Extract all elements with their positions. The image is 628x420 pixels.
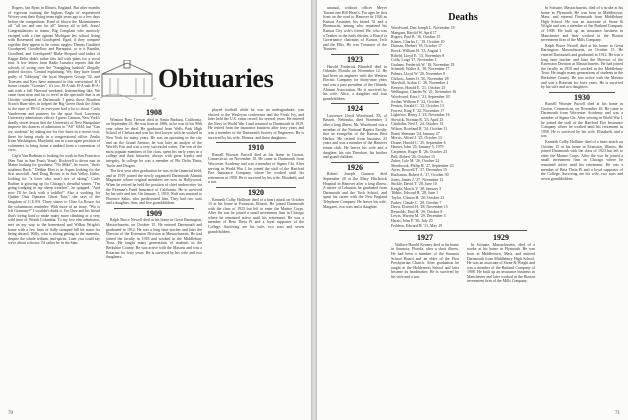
right-page <box>317 0 628 420</box>
deaths-title: Deaths <box>448 12 478 23</box>
class-year-heading: 1920 <box>248 187 264 197</box>
death-entry: Parker, Claude C. '28, October 7 <box>391 200 442 205</box>
obituary-text: Wallace Harold Kenney died at his home in Sarasota, Florida, after a short illness. He had been a member of the Sarasota School Board and an elder of the First Presbyterian Church. After graduation he taught at the Holderness School and later became its headmaster. He is survived by his wife and a son. <box>391 242 459 279</box>
death-entry: Zuker, Lyle M. '26, October 22 <box>391 159 440 164</box>
death-entry: Schmidt, Walter A. '18, November 17 <box>391 67 450 72</box>
class-year-heading: 1927 <box>417 233 433 243</box>
death-entry: Ayres, Roswell T. '27, December 15 <box>391 168 447 173</box>
page-number: 71 <box>615 411 620 416</box>
obituary-text: Ralph Bruce Newell died at his home in Great Barrington, Massachusetts, on October 15. He entered Dartmouth and graduated in 1912. He was a long time teacher and later the Director of the Extension Division at Massachusetts. He had joined the faculty in 1918 and worked in the Middlebury Trust. He taught many generations of students in the Berkshire County. He was active with the Masons and was a Rotarian for forty years. He is survived by his wife and two daughters. <box>106 218 202 260</box>
left-page <box>0 0 311 420</box>
death-entry: Kisner, Charles C. '18, October 10 <box>391 39 445 44</box>
death-entry: Graham, Frederick W. '18, November 18 <box>391 62 455 67</box>
class-year-heading: 1909 <box>146 208 162 218</box>
death-entry: Harris, John P. '30, July 20 <box>391 218 433 223</box>
death-entry: Carpenter, Roger B. '26, October 23 <box>391 150 448 155</box>
death-entry: Bond, Sherman '24, January 27 <box>391 131 440 136</box>
death-entry: Buchanan, Robert A. '27, October 30 <box>391 173 449 177</box>
obituary-text: In Scituate, Massachusetts, died of a stroke at his home in Plymouth. He was born in Middletown, Mass. and entered Dartmouth from Middlebury High School. He was an associate of Stone & Wright and was a member of the Rutland Company of 1908. He built up an insurance business in Manchester and later worked in the Boston investment firm of the Mills Company. <box>541 6 623 43</box>
death-entry: Duncan, Herbert '18, October 17 <box>391 44 442 49</box>
death-entry: Feddern, Edward H. '31, May 19 <box>391 223 443 228</box>
obituaries-banner <box>96 58 306 102</box>
class-year-heading: 1924 <box>347 104 363 114</box>
death-entry: Wellington, Charles W. '21, November 16 <box>391 90 457 95</box>
death-entry: Chilcott, James O. '20, November 28 <box>391 76 449 81</box>
class-year-heading: 1929 <box>493 233 509 243</box>
death-entry: Woodward, Ezra J. '21, September 20 <box>391 94 450 99</box>
death-entry: Tibbits, Edward B. '28, June 1 <box>391 191 439 196</box>
class-notes-text: Rogers, Ian Ryan in Illinois, England. But after months of vigorous training the bigbass Eagle of sequestered Wrixey sent their flying team eight years ago to a few days before the competition. Kind of blown the Mountaineers off "all tax and one for all" history all to hell, Jesus! Congratulations to teams. Big Complain who narrowly escaped with a fine against Michigan law school living with Rosemead and Goodspeed. Egad, if they compete together they appear to be comic singles: Dennis Gualtieri Goodspeed, Goodfellow and Bernquist, or is it Burnlin, Goodlead, and Goodspeed? Blake Shepard said ladies of Kappa Delta didn't rather this fall with plans for a vocal tour. A few letters from Radio Lunatics reports that the schools of swing over the "Snuggling hashish" illegally pushed doctors. Central explaining. We, they have found guilty of "lobbying" the local Shoppers Gossip '32, and Truesten and Kerr have animated in this convention! If I honor certain "Goonies", it's too. H-A-aah H-A-aah H-A-aah with a full Harvard weekend, lettermelting like, We came from near and far to revel in the spectacle that is an October weekend at Dartmouth. I guess those Bourbon Scotch Rum-isles in helped the Big Green flush the Johns to the tune of 80-12 as everyone had a lot to shout. Carlo Vanderveen and partners for the sport Scott Lawrence University admissions officer. I guess Cannon, New York's deadly secret lesson that the University of New Hampshire improve his chances of admission to "AS" SAM, but "Can we, students" by asking me for five dates in a recent visit, these for being ready in a congressional office. Zenko Irvan Washington, Maryland, ran in a surrogate position of volunteers to bring home a tankard from a convention of civic. <box>8 6 100 153</box>
class-year-heading: 1930 <box>574 92 590 102</box>
page-number: 70 <box>8 411 13 416</box>
class-year-heading: 1910 <box>248 143 264 153</box>
death-entry: Brock, William H. '13, August 1 <box>391 48 442 53</box>
death-entry: Davis, Elwood H. '28, November 15 <box>391 205 448 210</box>
class-year-heading: 1908 <box>146 108 162 117</box>
right-column-1 <box>323 6 387 406</box>
death-entry: Rifield, Lloyd E. '13, November 8 <box>391 53 445 58</box>
death-entry: Kenyon, Harold E. '21, October 25 <box>391 85 446 90</box>
death-entry: Morris, Alfred J. '25, October 13 <box>391 136 442 141</box>
death-entry: Palmer, Lloyd W. '20, November 8 <box>391 71 446 76</box>
death-entry: Chisholm, Neil J. '24, October 15 <box>391 122 444 127</box>
obituary-text: unusual, without officer Meyer Tarrant one Hill Heart's. For ages he first from on the road to Hanover in 1926 as Kansas Assistant, his friend '31 and a Pharmacist, among who remained his Kansas City wife's friend. He, who was a Teather in the early thirties, a Board or Governance chairman of Kansas Tech and the Elks. He was Treasurer of the Trustees. <box>323 6 387 52</box>
obituary-text: Ralph Bruce Newell died at his home in Great Barrington, Massachusetts, on October 15. He entered Dartmouth and graduated in 1912. He was a long time teacher and later the Director of the Extension Division at Massachusetts. He had joined the faculty in 1918 and worked in the Middlebury Trust. He taught many generations of students in the Berkshire County. He was active with the Masons and was a Rotarian for forty years. He is survived by his wife and two daughters. <box>541 43 623 90</box>
left-column-3 <box>208 108 304 408</box>
death-entry: Taylor, Clinton H. '28, October 23 <box>391 195 445 200</box>
obituary-text: Kenneth Colby Hollister died of a heart attack on October 15 at his home in Evanston, Illinois. He joined Dartmouth with the class of 1923 but left to enter the Marine Corps. After the war he joined a small investment firm in Chicago where he remained active until his retirement. He was a member of Beta Theta Pi and a loyal supporter of the College. Surviving are his wife, two sons and seven grandchildren. <box>208 197 304 234</box>
obituary-text: played football while he was an undergraduate, was elected to the Wesleyan conference and the Frosh Ivy, and later held the U.S. swim record for several years. He entered the Navy in World War I and returned to Dartmouth in 1919. He retired from the insurance business after forty years and was a member of the Dartmouth Society of Engineers. He is survived by his wife, Eleanor, and three daughters. <box>208 108 304 140</box>
right-column-3 <box>541 6 623 406</box>
death-entry: Woodward, Dan Joseph L. November 18 <box>391 26 455 30</box>
death-entry: Marshall, Arthur C. '20, November 2 <box>391 81 449 86</box>
deaths-sub-column-1 <box>391 233 459 280</box>
deaths-list <box>391 26 535 228</box>
deaths-sub-column-2 <box>467 233 535 285</box>
death-entry: Forrest, King F. '22, November 17 <box>391 108 445 113</box>
death-entry: Fenton, Gerald C. '22, October 13 <box>391 104 444 109</box>
death-entry: Shortbrook, Philip H. '27, September 23 <box>391 163 454 168</box>
section-title: Obituaries <box>158 64 274 93</box>
death-entry: Reynolds, Paul H. '29, October 8 <box>391 209 443 214</box>
death-entry: Slowick, Norman R. '23, April 23 <box>391 117 444 122</box>
death-entry: Lewis, Warren M. '29, December 3 <box>391 214 446 219</box>
obituary-text: Robert Joseph Gannon died September 20 at the Mary Hitchcock Hospital in Hanover after a long illness. A native of Lebanon, he graduated from Dartmouth and the Tuck School, and spent his career with the New England Telephone Company. He leaves his wife, Margaret, two sons and a daughter. <box>323 172 387 209</box>
obituary-text: Kenneth Colby Hollister died of a heart attack on October 15 at his home in Evanston, Illinois. He joined Dartmouth with the class of 1923 but left to enter the Marine Corps. After the war he joined a small investment firm in Chicago where he remained active until his retirement. He was a member of Beta Theta Pi and a loyal supporter of the College. Surviving are his wife, two sons and seven grandchildren. <box>541 140 623 181</box>
divider <box>399 230 527 231</box>
death-entry: Colla, Luigi '17, November 1 <box>391 58 437 63</box>
class-year-heading: 1923 <box>347 54 363 64</box>
obituary-text: In Scituate, Massachusetts, died of a stroke at his home in Plymouth. He was born in Middletown, Mass. and entered Dartmouth from Middlebury High School. He was an associate of Stone & Wright and was a member of the Rutland Company of 1908. He built up an insurance business in Manchester and later worked in the Boston investment firm of the Mills Company. <box>467 242 535 284</box>
obituary-text: Russell Wooster Purcell died at his home in Groton, Connecticut, on November 10. He came to Dartmouth from Worcester Academy and was a member of Sigma Chi. After serving in World War I, he joined the staff of the Hartford Fire Insurance Company where he worked until his retirement in 1958. He is survived by his wife, Elizabeth, and a son. <box>541 102 623 139</box>
left-column-2 <box>106 108 202 408</box>
obituary-text: Harold Frederick Blaisdell died in Orlando, Florida, on November 12. He had been an engineer with the Western Electric Company for thirty-nine years and was a past president of the Orlando Alumni Association. He is survived by his wife, Alice, a daughter and four grandchildren. <box>323 64 387 101</box>
class-year-heading: 1926 <box>347 162 363 172</box>
death-entry: Mangam, Harold W. April 17 <box>391 30 437 35</box>
death-entry: Doane, Harold C. '25, September 6 <box>391 140 446 145</box>
death-entry: Stickle, David T. '28, June 10 <box>391 182 437 187</box>
obituary-text: Lawrence Lloyd Woodward, 83, of Bassett, Nebraska, died November 3 after a long illness. Mr. Woodward was a member of the National Baptist Faculty that an evangelist of the Kansas Rest Harbor. He retired from business 23 years and was a member of the Hanover tennis club. He leaves his wife and a daughter, his son Theodore, his brother and grand-children. <box>323 113 387 160</box>
death-entry: Jordan, William F. '22, October 3 <box>391 99 443 104</box>
deaths-box <box>391 6 535 285</box>
death-entry: Hauser, John '25, January 5, 1979 <box>391 145 444 150</box>
death-entry: Jones, James J. '27, November 12 <box>391 177 444 182</box>
obituary-text: The first year after graduation he was in the financial field, and in 1919 joined the newly organized Dartmouth Alumni Magazine whose original members are now in Hollywood. When he retired he held the position of chief underwriter for the Fireman's Fund Insurance of California. He is survived by his wife and son. On January 1, 1910, Walt was married to Florence Sakis, who predeceased him. They had two sons and a daughter, Ann, and five grandchildren. <box>106 169 202 206</box>
death-entry: Rogers, Paul B. '16, October 15 <box>391 35 441 40</box>
death-entry: Bell, Robert '26, October 15 <box>391 154 435 159</box>
class-notes-text: Cap'n Van Rodman is looking for work in San Francisco (San Vast in San Fran's Vona). Rockwell is down east in Maine looking for goodness. "No Mike", he swore, "that's southern Rock." Debbie Ehet is in Aspen looking for the first snowfall. And Doug Brown is in Sun Valley, Idaho, looking for "a lover who won't tire of skiing". Carlo Bodine is growing up for Chicago's dreadful winter. "I'm going trudging in my sheep trenches", he quipped. "And now I'll be Jack with a toddler!" Also a working for Quaker Oats Operator Ghost Tour," she says of the kingdom of C.U.P.S. Three sisters to Chez La Rouce for the voluminous reminder: With more of an irony, "Wo is left Germany?" I wouldn't doubt it. I'm Chez and his friend that's trying hard to make many more climbing or a very wild time of Wendt Columbia. To my low elm admission, met on my way to the homestead and Wilbur Wright's home with a few lines of Sally stomped hill bit some for being aboard. Willy, who is sitting getting to the summits, despite the whole tedium, and spirits. Later you could say we're about a doctor. I'd rather be in the Sam. <box>8 154 100 246</box>
obituary-text: Winston Bass Tierson died in Santa Barbara, California, on September 23. He was born in 1886, as he was of his 90th year when he died. He graduated from Wells Park High School of Chelsea and was his first lawyer with he worked in New York for many years. He was an operating in the city and on the Grand Avenue, he was later an analyst of the World's Fair and was a very successful writer. The son of the most popular members of the class, spent his early years in a college and their histories, always with great loyalty and integrity. In college he was a member of Phi Delta Theta, Turtle and Dragon. <box>106 117 202 168</box>
death-entry: Wilson, Rowland R. '24, October 11 <box>391 127 448 132</box>
death-entry: Lightfoot, Henry J. '23, November 16 <box>391 113 450 118</box>
left-column-1 <box>8 6 100 406</box>
campus-sketch-icon <box>100 60 156 100</box>
death-entry: Knight, Morris V. '28, January 3 <box>391 186 442 191</box>
obituary-text: Russell Wooster Purcell died at his home in Groton, Connecticut, on November 10. He came to Dartmouth from Worcester Academy and was a member of Sigma Chi. After serving in World War I, he joined the staff of the Hartford Fire Insurance Company where he worked until his retirement in 1958. He is survived by his wife, Elizabeth, and a son. <box>208 152 304 185</box>
